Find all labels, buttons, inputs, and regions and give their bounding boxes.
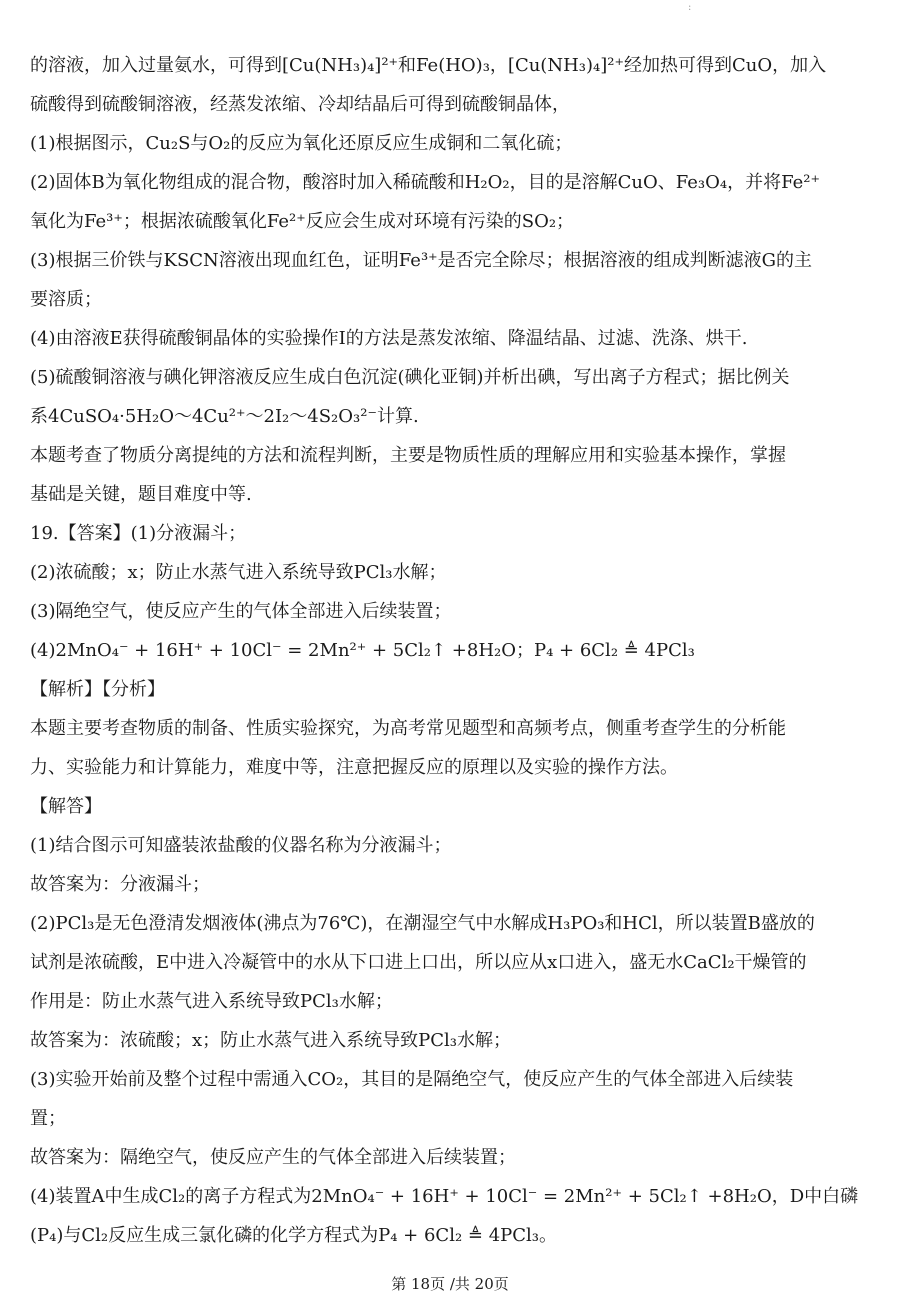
text-line: (2)浓硫酸；x；防止水蒸气进入系统导致PCl₃水解； bbox=[30, 562, 447, 583]
corner-mark: : bbox=[688, 2, 692, 13]
text-line: (3)实验开始前及整个过程中需通入CO₂，其目的是隔绝空气，使反应产生的气体全部进入后续装 bbox=[30, 1069, 794, 1090]
solution-heading: 【解答】 bbox=[30, 796, 102, 817]
text-line: (1)结合图示可知盛装浓盐酸的仪器名称为分液漏斗； bbox=[30, 835, 452, 856]
text-line: (4)由溶液E获得硫酸铜晶体的实验操作I的方法是蒸发浓缩、降温结晶、过滤、洗涤、烘干. bbox=[30, 328, 748, 349]
text-line: 本题主要考查物质的制备、性质实验探究，为高考常见题型和高频考点，侧重考查学生的分析能 bbox=[30, 718, 786, 739]
page-number-footer: 第 18页 /共 20页 bbox=[391, 1275, 509, 1293]
text-line: 故答案为：隔绝空气，使反应产生的气体全部进入后续装置； bbox=[30, 1147, 516, 1168]
text-line: (3)根据三价铁与KSCN溶液出现血红色，证明Fe³⁺是否完全除尽；根据溶液的组成判断滤液G的主 bbox=[30, 250, 813, 271]
text-line: 故答案为：分液漏斗； bbox=[30, 874, 210, 895]
text-line: (1)根据图示，Cu₂S与O₂的反应为氧化还原反应生成铜和二氧化硫； bbox=[30, 133, 573, 154]
text-line: 氧化为Fe³⁺；根据浓硫酸氧化Fe²⁺反应会生成对环境有污染的SO₂； bbox=[30, 211, 575, 232]
text-line: (P₄)与Cl₂反应生成三氯化磷的化学方程式为P₄ + 6Cl₂ ≜ 4PCl₃。 bbox=[30, 1225, 557, 1246]
text-line: (4)2MnO₄⁻ + 16H⁺ + 10Cl⁻ = 2Mn²⁺ + 5Cl₂↑ +8H₂O；P₄ + 6Cl₂ ≜ 4PCl₃ bbox=[30, 640, 695, 661]
text-line: 故答案为：浓硫酸；x；防止水蒸气进入系统导致PCl₃水解； bbox=[30, 1030, 512, 1051]
text-line: 的溶液，加入过量氨水，可得到[Cu(NH₃)₄]²⁺和Fe(HO)₃，[Cu(NH₃)₄]²⁺经加热可得到CuO，加入 bbox=[30, 55, 827, 76]
text-line: (4)装置A中生成Cl₂的离子方程式为2MnO₄⁻ + 16H⁺ + 10Cl⁻ = 2Mn²⁺ + 5Cl₂↑ +8H₂O，D中白磷 bbox=[30, 1186, 859, 1207]
text-line: 作用是：防止水蒸气进入系统导致PCl₃水解； bbox=[30, 991, 393, 1012]
text-line: (3)隔绝空气，使反应产生的气体全部进入后续装置； bbox=[30, 601, 452, 622]
analysis-heading: 【解析】【分析】 bbox=[30, 679, 165, 700]
text-line: 力、实验能力和计算能力，难度中等，注意把握反应的原理以及实验的操作方法。 bbox=[30, 757, 678, 778]
text-line: 本题考查了物质分离提纯的方法和流程判断，主要是物质性质的理解应用和实验基本操作，掌握 bbox=[30, 445, 786, 466]
text-line: 试剂是浓硫酸，E中进入冷凝管中的水从下口进上口出，所以应从x口进入，盛无水CaCl₂干燥管的 bbox=[30, 952, 807, 973]
text-line: 置； bbox=[30, 1108, 66, 1129]
text-line: 系4CuSO₄·5H₂O～4Cu²⁺～2I₂～4S₂O₃²⁻计算. bbox=[30, 406, 419, 427]
text-line: (2)PCl₃是无色澄清发烟液体(沸点为76℃)，在潮湿空气中水解成H₃PO₃和HCl，所以装置B盛放的 bbox=[30, 913, 815, 934]
text-line: (5)硫酸铜溶液与碘化钾溶液反应生成白色沉淀(碘化亚铜)并析出碘，写出离子方程式；据比例关 bbox=[30, 367, 790, 388]
text-line: 硫酸得到硫酸铜溶液，经蒸发浓缩、冷却结晶后可得到硫酸铜晶体， bbox=[30, 94, 570, 115]
text-line: 要溶质； bbox=[30, 289, 102, 310]
text-line: (2)固体B为氧化物组成的混合物，酸溶时加入稀硫酸和H₂O₂，目的是溶解CuO、Fe₃O₄，并将Fe²⁺ bbox=[30, 172, 820, 193]
question-19-answer-heading: 19.【答案】(1)分液漏斗； bbox=[30, 523, 247, 544]
text-line: 基础是关键，题目难度中等. bbox=[30, 484, 252, 505]
answer-text-body bbox=[30, 46, 878, 1255]
